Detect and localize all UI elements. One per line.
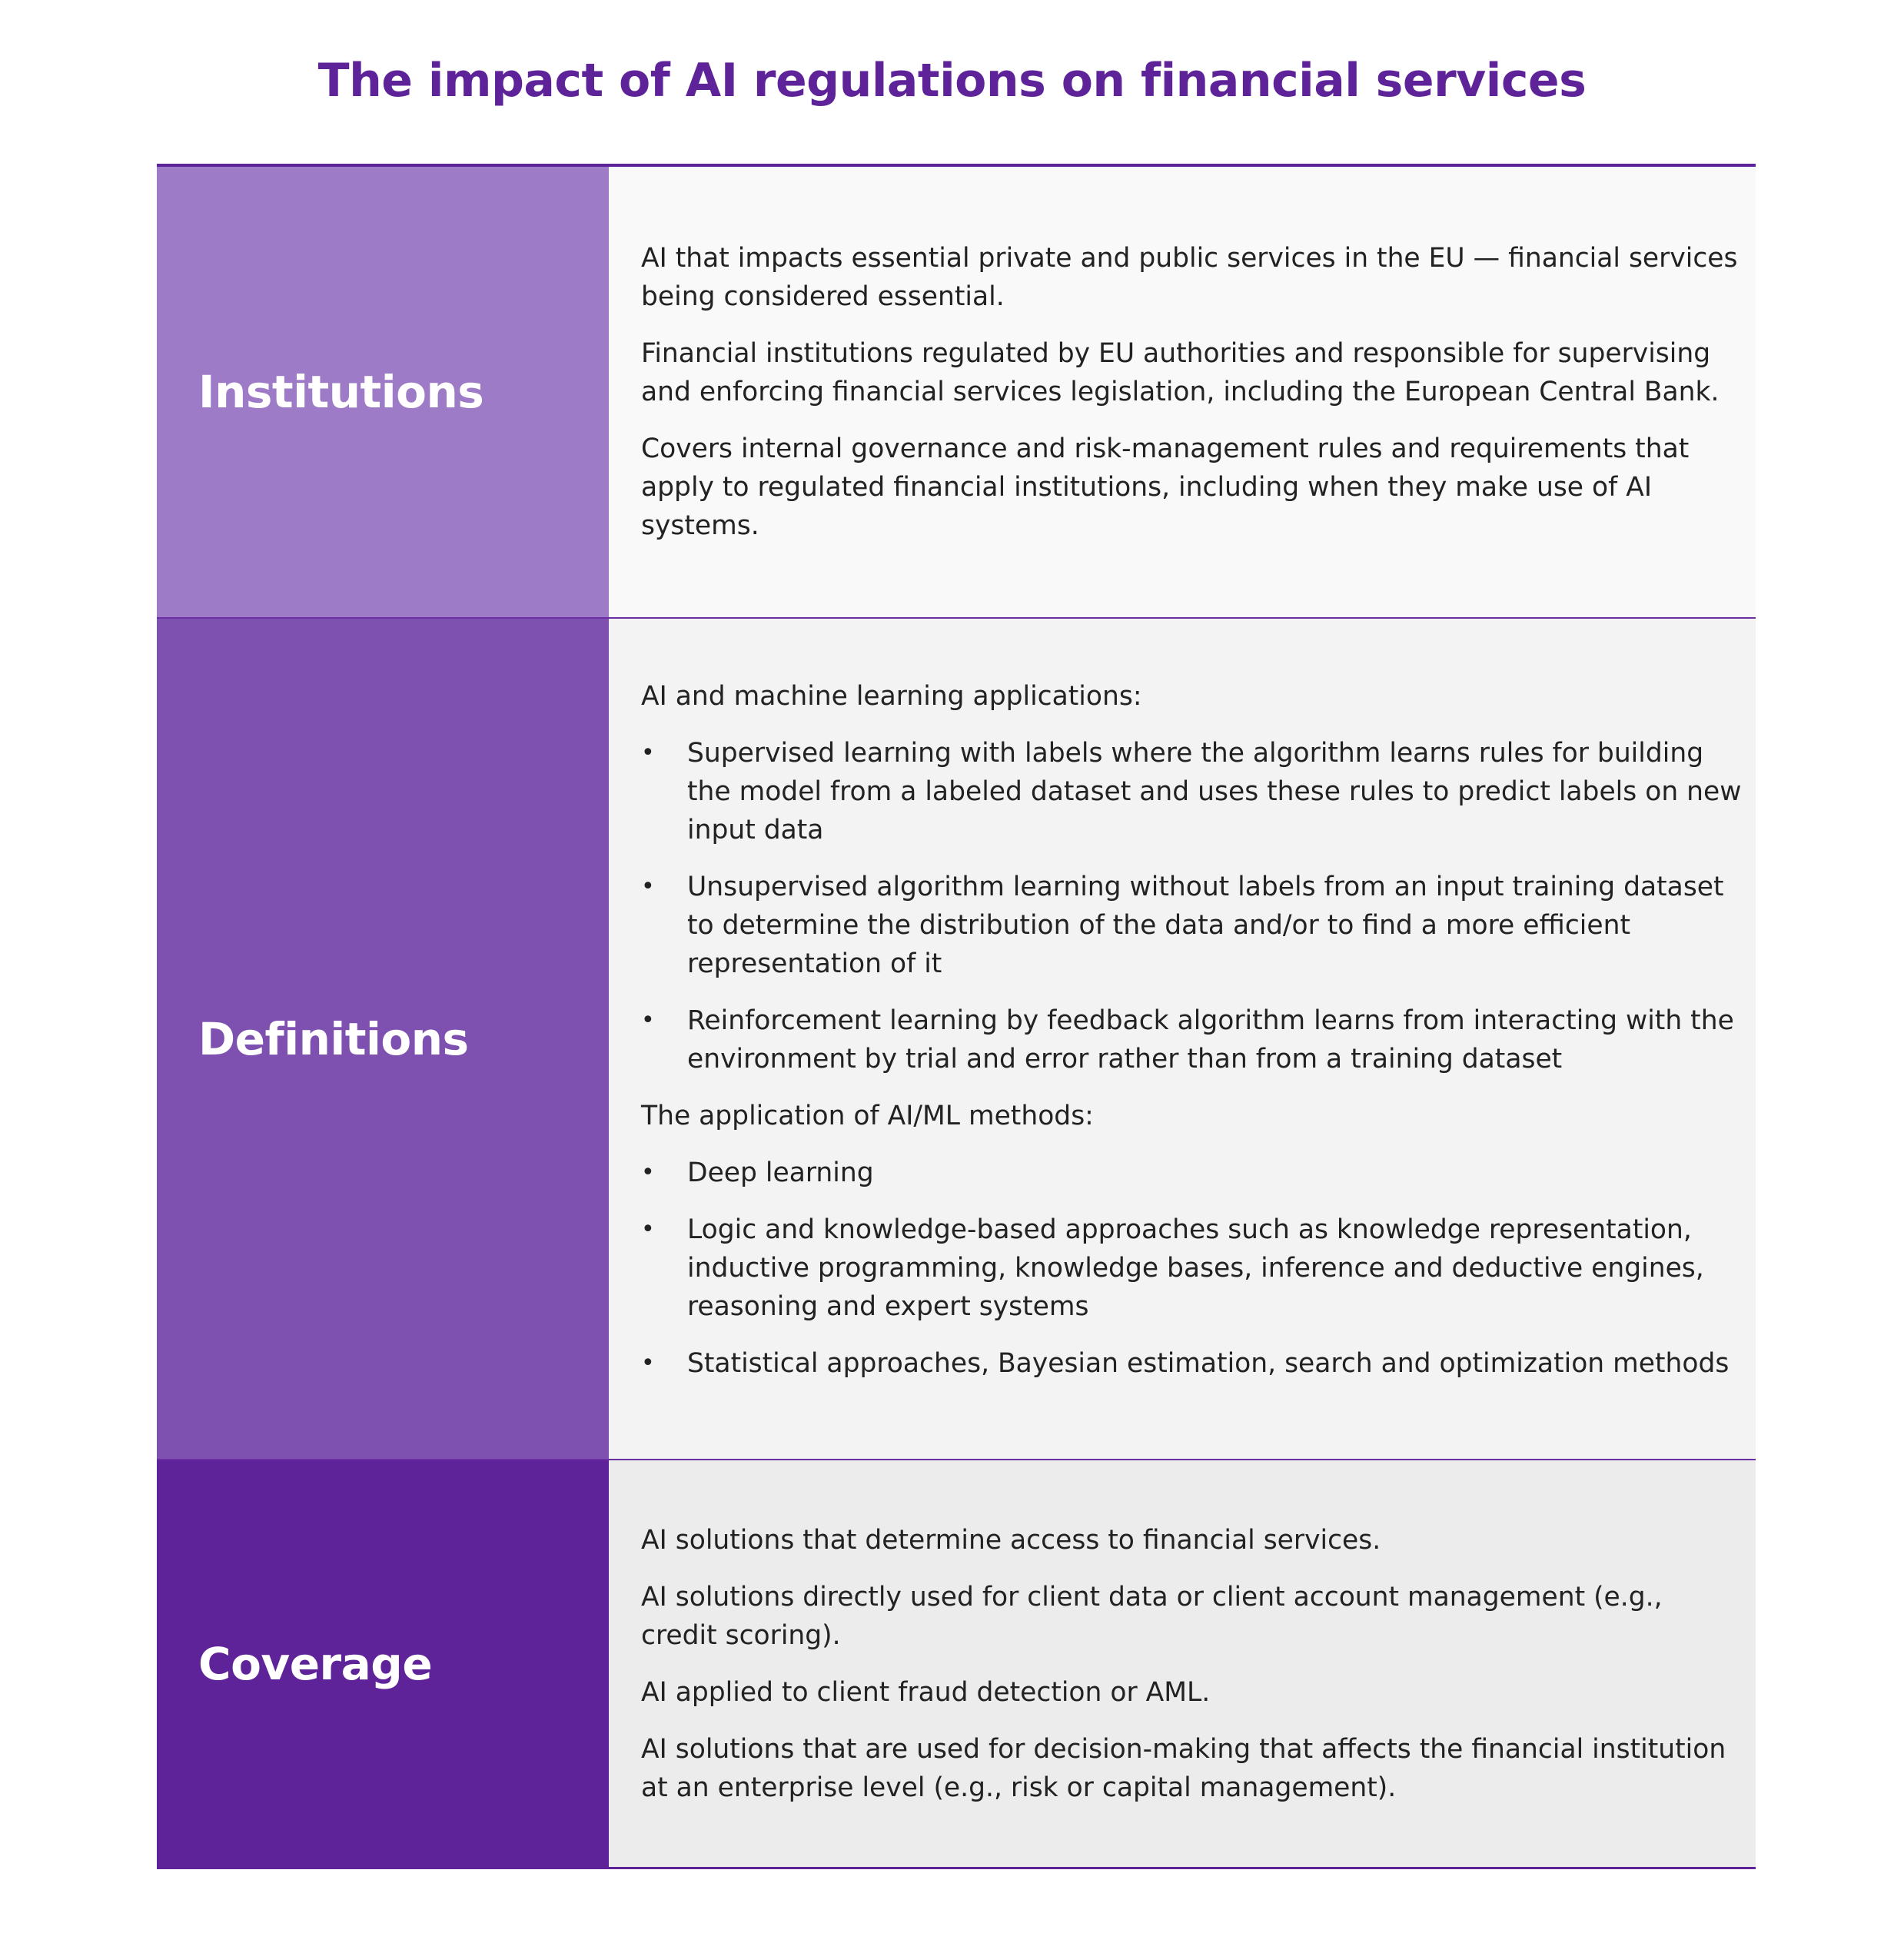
list-item-text: Reinforcement learning by feedback algorithm learns from interacting with the environment by trial and error rather than from a training dataset bbox=[687, 1005, 1734, 1074]
coverage-paragraph: AI applied to client fraud detection or AML. bbox=[641, 1676, 1211, 1708]
bullet-icon: • bbox=[641, 1006, 655, 1034]
list-item bbox=[641, 734, 1745, 849]
page-title: The impact of AI regulations on financial services bbox=[317, 54, 1587, 108]
bullet-icon: • bbox=[641, 872, 655, 900]
institutions-content bbox=[609, 167, 1756, 617]
coverage-content bbox=[609, 1460, 1756, 1867]
list-item-text: Deep learning bbox=[687, 1157, 874, 1188]
list-item bbox=[641, 868, 1745, 983]
coverage-row bbox=[157, 1460, 1756, 1869]
definitions-content bbox=[609, 619, 1756, 1459]
definitions-intro-ml: AI and machine learning applications: bbox=[641, 680, 1142, 712]
list-item bbox=[641, 1344, 1745, 1383]
institutions-paragraph: Financial institutions regulated by EU authorities and responsible for supervising and enforcing financial services legislation, including the European Central Bank. bbox=[641, 338, 1720, 407]
bullet-icon: • bbox=[641, 1215, 655, 1243]
bullet-icon: • bbox=[641, 1349, 655, 1377]
ml-methods-list bbox=[641, 1154, 1745, 1383]
list-item-text: Logic and knowledge-based approaches such as knowledge representation, inductive programming, knowledge bases, inference and deductive engines, reasoning and expert systems bbox=[687, 1214, 1704, 1322]
coverage-paragraph: AI solutions directly used for client data or client account management (e.g., credit scoring). bbox=[641, 1581, 1663, 1651]
coverage-label-cell bbox=[157, 1460, 609, 1867]
definitions-row bbox=[157, 619, 1756, 1460]
list-item bbox=[641, 1154, 1745, 1192]
definitions-label: Definitions bbox=[198, 1012, 469, 1065]
regulations-table bbox=[157, 164, 1756, 1869]
list-item bbox=[641, 1211, 1745, 1326]
definitions-label-cell bbox=[157, 619, 609, 1459]
coverage-paragraph: AI solutions that determine access to financial services. bbox=[641, 1524, 1381, 1556]
institutions-paragraph: Covers internal governance and risk-management rules and requirements that apply to regulated financial institutions, including when they make use of AI systems. bbox=[641, 433, 1690, 541]
list-item bbox=[641, 1001, 1745, 1078]
bullet-icon: • bbox=[641, 1158, 655, 1186]
ml-applications-list bbox=[641, 734, 1745, 1078]
definitions-intro-methods: The application of AI/ML methods: bbox=[641, 1100, 1094, 1131]
institutions-label: Institutions bbox=[198, 366, 484, 418]
bullet-icon: • bbox=[641, 739, 655, 766]
list-item-text: Supervised learning with labels where the algorithm learns rules for building the model from a labeled dataset and uses these rules to predict labels on new input data bbox=[687, 737, 1742, 845]
institutions-label-cell bbox=[157, 167, 609, 617]
institutions-paragraph: AI that impacts essential private and public services in the EU — financial services being considered essential. bbox=[641, 243, 1738, 312]
institutions-row bbox=[157, 167, 1756, 619]
coverage-paragraph: AI solutions that are used for decision-making that affects the financial institution at an enterprise level (e.g., risk or capital management). bbox=[641, 1733, 1726, 1803]
coverage-label: Coverage bbox=[198, 1637, 433, 1690]
list-item-text: Statistical approaches, Bayesian estimation, search and optimization methods bbox=[687, 1347, 1730, 1379]
list-item-text: Unsupervised algorithm learning without labels from an input training dataset to determine the distribution of the data and/or to find a more efficient representation of it bbox=[687, 871, 1724, 979]
